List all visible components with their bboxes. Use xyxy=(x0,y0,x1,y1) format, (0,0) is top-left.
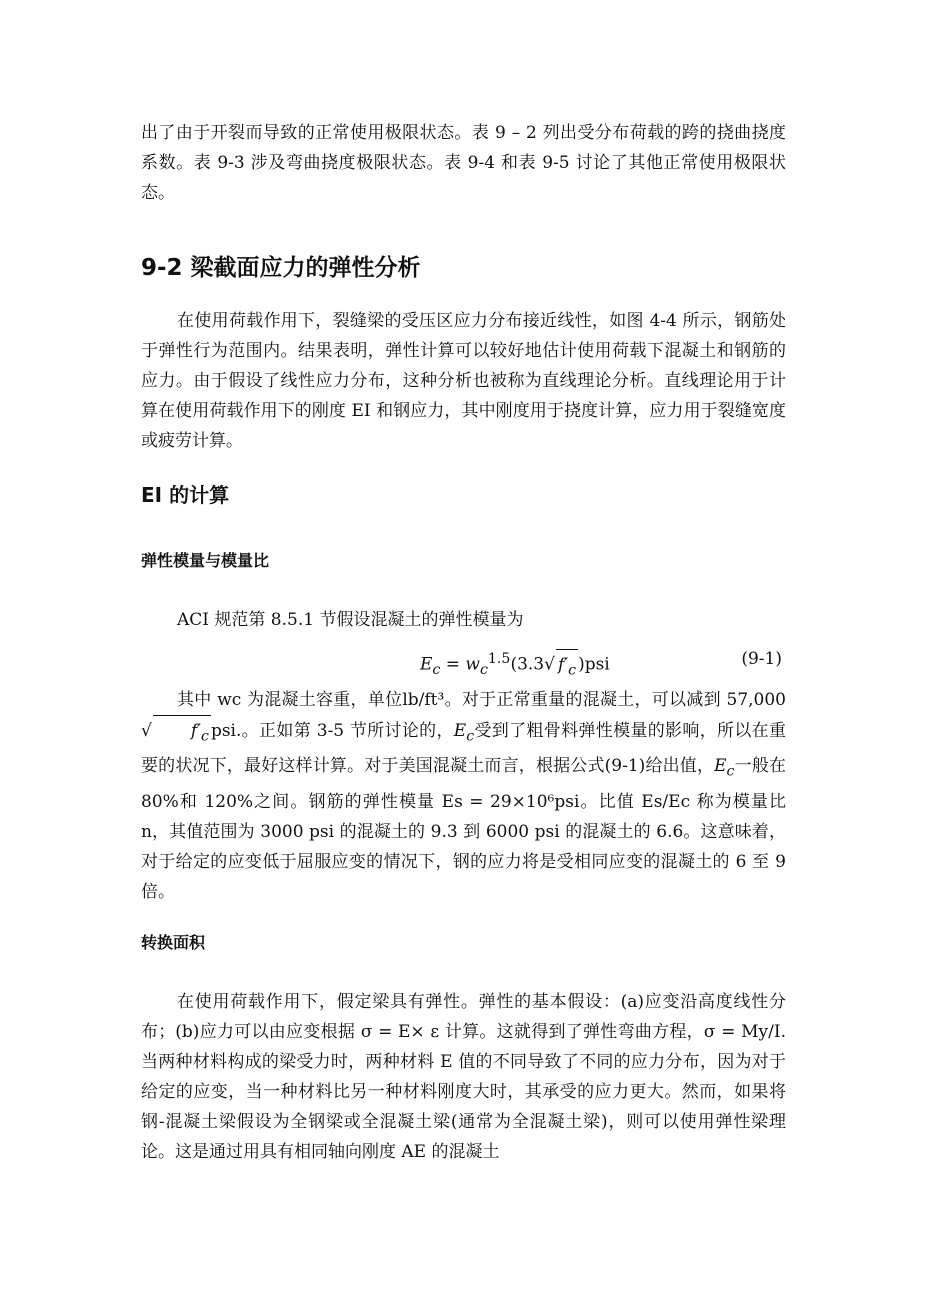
eq-radicand-f: f xyxy=(557,654,565,675)
ec-symbol-2: E xyxy=(714,756,727,777)
modulus-text-c: 受到了粗骨料弹性模量的影响，所以在重要的状况下，最好这样计算。对于美国混凝土而言，根据公式(9-1)给出值， xyxy=(141,721,786,777)
eq-w-sup: 1.5 xyxy=(487,651,511,667)
eq-lhs: E xyxy=(420,654,433,675)
modulus-heading: 弹性模量与模量比 xyxy=(141,551,270,570)
inline-radicand xyxy=(153,715,211,751)
ec-symbol: E xyxy=(453,721,467,741)
inline-radicand-prime: ′ xyxy=(197,721,202,741)
equation-9-1 xyxy=(141,644,786,679)
eq-radicand-sub: c xyxy=(568,662,577,679)
transformed-paragraph: 在使用荷载作用下，假定梁具有弹性。弹性的基本假设：(a)应变沿高度线性分布；(b)应力可以由应变根据 σ = E× ε 计算。这就得到了弹性弯曲方程，σ = My/I. 当两种材料构成的梁受力时，两种材料 E 值的不同导致了不同的应力分布，因为对于给定的应变，当一种材料比另一种材料刚度大时，其承受的应力更大。然而，如果将钢-混凝土梁假设为全钢梁或全混凝土梁(通常为全混凝土梁)，则可以使用弹性梁理论。这是通过用具有相同轴向刚度 AE 的混凝土 xyxy=(141,992,786,1162)
eq-w-sub: c xyxy=(479,662,488,679)
sqrt-icon: √ xyxy=(544,654,555,675)
sqrt-icon: √ xyxy=(141,721,152,741)
eq-open: (3.3 xyxy=(510,654,545,675)
equation-number: (9-1) xyxy=(741,649,782,669)
equation-body xyxy=(420,644,610,685)
ec-symbol-sub: c xyxy=(466,728,475,745)
eq-lhs-sub: c xyxy=(432,662,441,679)
modulus-text-a: 其中 wc 为混凝土容重，单位lb/ft³。对于正常重量的混凝土，可以减到 57,000 xyxy=(177,690,786,710)
intro-paragraph: 出了由于开裂而导致的正常使用极限状态。表 9 – 2 列出受分布荷载的跨的挠曲挠度系数。表 9-3 涉及弯曲挠度极限状态。表 9-4 和表 9-5 讨论了其他正常使用极限状态。 xyxy=(141,123,786,203)
transformed-heading: 转换面积 xyxy=(141,933,206,952)
ec-symbol-2-sub: c xyxy=(726,763,735,780)
eq-equals: = xyxy=(440,654,466,675)
eq-radicand-prime: ′ xyxy=(564,654,569,675)
ei-heading: EI 的计算 xyxy=(141,483,230,507)
modulus-paragraph xyxy=(141,685,786,907)
section-paragraph: 在使用荷载作用下，裂缝梁的受压区应力分布接近线性，如图 4-4 所示，钢筋处于弹性行为范围内。结果表明，弹性计算可以较好地估计使用荷载下混凝土和钢筋的应力。由于假设了线性应力分布，这种分析也被称为直线理论分析。直线理论用于计算在使用荷载作用下的刚度 EI 和钢应力，其中刚度用于挠度计算，应力用于裂缝宽度或疲劳计算。 xyxy=(141,311,786,451)
modulus-text-b: psi.。正如第 3-5 节所讨论的， xyxy=(210,721,454,741)
eq-close: )psi xyxy=(578,654,610,675)
inline-radicand-f: f xyxy=(190,721,198,741)
eq-w: w xyxy=(465,654,480,675)
modulus-text-d: 一般在 80%和 120%之间。钢筋的弹性模量 Es = 29×10⁶psi。比值 Es/Ec 称为模量比 n，其值范围为 3000 psi 的混凝土的 9.3 到 6000 psi 的混凝土的 6.6。这意味着，对于给定的应变低于屈服应变的情况下，钢的应力将是受相同应变的混凝土的 6 至 9 倍。 xyxy=(141,756,786,902)
eq-radicand xyxy=(556,649,578,685)
inline-radicand-sub: c xyxy=(201,728,209,745)
modulus-lead: ACI 规范第 8.5.1 节假设混凝土的弹性模量为 xyxy=(177,610,524,630)
section-heading: 9-2 梁截面应力的弹性分析 xyxy=(141,255,421,281)
